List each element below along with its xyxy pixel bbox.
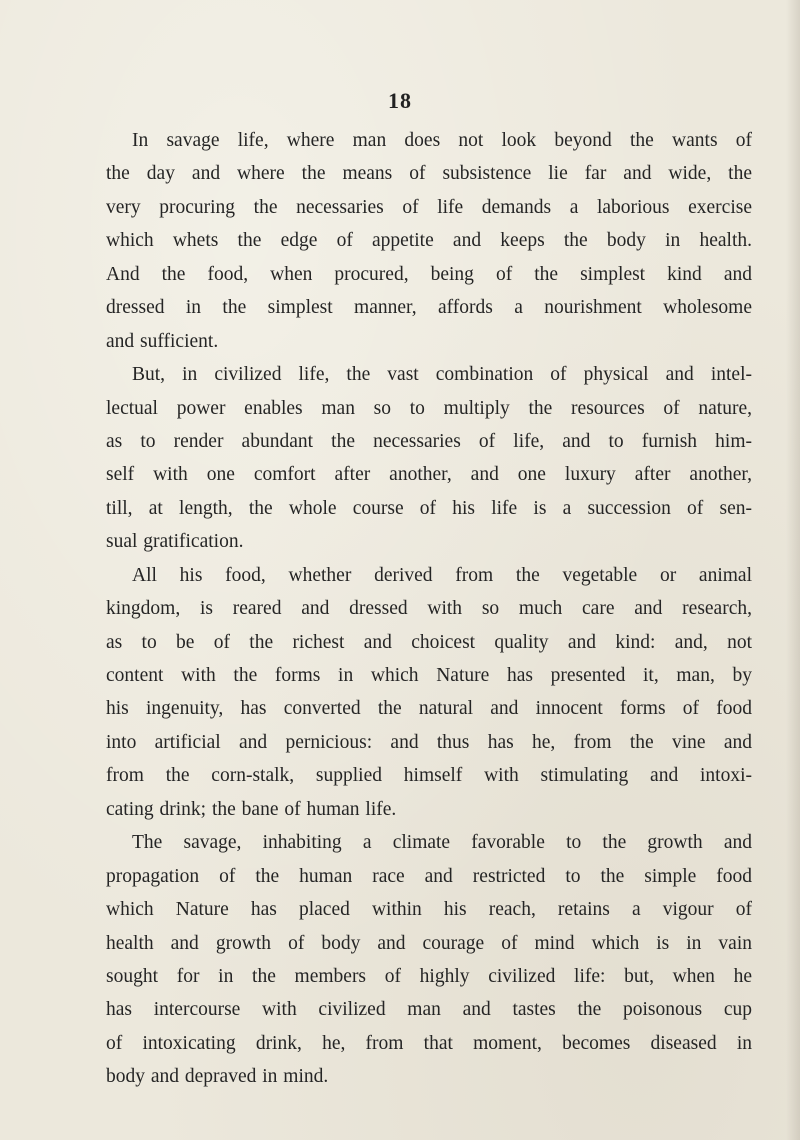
page-number: 18 — [388, 88, 412, 113]
text-line: lectual power enables man so to multiply the resources of nature, — [106, 397, 752, 419]
text-line: which Nature has placed within his reach, retains a vigour of — [106, 899, 752, 921]
text-line: content with the forms in which Nature has presented it, man, by — [106, 665, 752, 686]
paragraph-food — [106, 559, 752, 827]
text-line: And the food, when procured, being of the simplest kind and — [106, 263, 752, 285]
text-line: very procuring the necessaries of life demands a laborious exercise — [106, 196, 752, 218]
text-line: and sufficient. — [106, 330, 219, 352]
text-line: sought for in the members of highly civilized life: but, when he — [106, 965, 752, 987]
text-line: self with one comfort after another, and one luxury after another, — [106, 464, 752, 486]
text-line: The savage, inhabiting a climate favorable to the growth and — [132, 832, 752, 854]
text-line: his ingenuity, has converted the natural and innocent forms of food — [106, 698, 752, 720]
text-line: from the corn-stalk, supplied himself with stimulating and intoxi- — [106, 765, 752, 787]
text-line: sual gratification. — [106, 531, 244, 553]
text-line: dressed in the simplest manner, affords a nourishment wholesome — [106, 297, 752, 319]
text-line: All his food, whether derived from the vegetable or animal — [132, 564, 752, 586]
page-edge-shadow — [786, 0, 800, 1140]
text-line: body and depraved in mind. — [106, 1066, 329, 1088]
text-line: In savage life, where man does not look beyond the wants of — [132, 130, 752, 151]
text-line: kingdom, is reared and dressed with so much care and research, — [106, 598, 752, 620]
text-line: as to render abundant the necessaries of life, and to furnish him- — [106, 430, 752, 452]
text-line: till, at length, the whole course of his life is a succession of sen- — [106, 497, 752, 519]
text-line: which whets the edge of appetite and keeps the body in health. — [106, 230, 752, 252]
text-line: has intercourse with civilized man and tastes the poisonous cup — [106, 999, 752, 1021]
text-line: But, in civilized life, the vast combination of physical and intel- — [132, 364, 752, 386]
body-text — [106, 124, 752, 1094]
paragraph-civilized-life — [106, 358, 752, 559]
text-line: of intoxicating drink, he, from that moment, becomes diseased in — [106, 1032, 752, 1054]
text-line: cating drink; the bane of human life. — [106, 798, 397, 820]
text-line: as to be of the richest and choicest quality and kind: and, not — [106, 631, 752, 653]
paragraph-savage-life — [106, 124, 752, 358]
text-line: the day and where the means of subsistence lie far and wide, the — [106, 163, 752, 185]
text-line: propagation of the human race and restricted to the simple food — [106, 865, 752, 887]
text-line: into artificial and pernicious: and thus has he, from the vine and — [106, 731, 752, 753]
text-line: health and growth of body and courage of mind which is in vain — [106, 932, 752, 954]
paragraph-the-savage — [106, 826, 752, 1094]
